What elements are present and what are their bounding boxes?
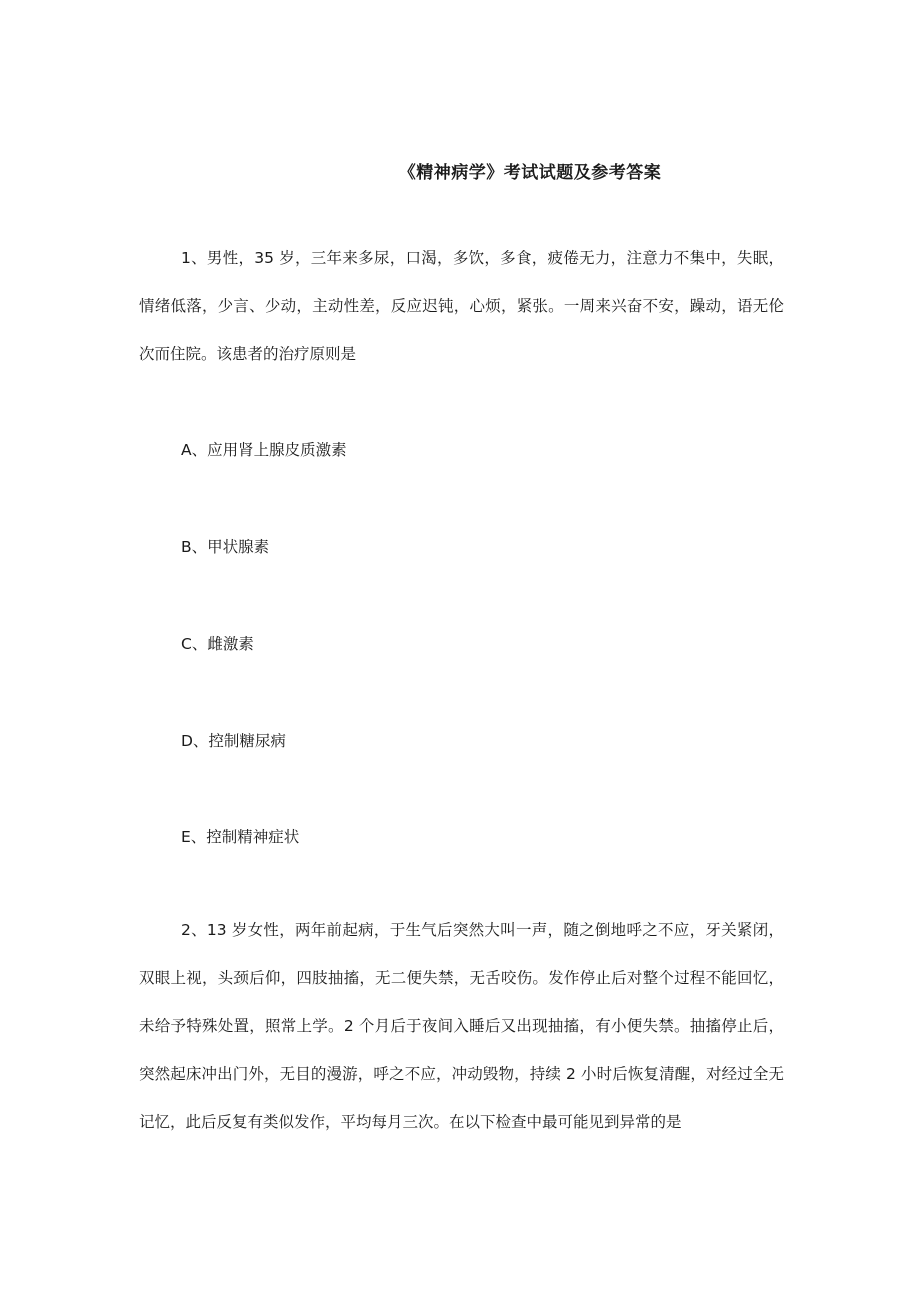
question-1-option-c: C、雌激素 (181, 635, 254, 653)
question-1-text: 1、男性，35 岁，三年来多尿，口渴，多饮，多食，疲倦无力，注意力不集中，失眠，情绪低落，少言、少动，主动性差，反应迟钝，心烦，紧张。一周来兴奋不安，躁动，语无伦次而住院。该患者的治疗原则是 (139, 249, 784, 363)
question-1-option-b: B、甲状腺素 (181, 538, 270, 556)
question-1-option-d: D、控制糖尿病 (181, 732, 286, 750)
question-2-text: 2、13 岁女性，两年前起病，于生气后突然大叫一声，随之倒地呼之不应，牙关紧闭，双眼上视，头颈后仰，四肢抽搐，无二便失禁，无舌咬伤。发作停止后对整个过程不能回忆，未给予特殊处置，照常上学。2 个月后于夜间入睡后又出现抽搐，有小便失禁。抽搐停止后，突然起床冲出门外，无目的漫游，呼之不应，冲动毁物，持续 2 小时后恢复清醒，对经过全无记忆，此后反复有类似发作，平均每月三次。在以下检查中最可能见到异常的是 (139, 921, 784, 1131)
document-title: 《精神病学》考试试题及参考答案 (398, 163, 662, 183)
question-1-option-a: A、应用肾上腺皮质激素 (181, 441, 347, 459)
question-1-option-e: E、控制精神症状 (181, 828, 300, 846)
